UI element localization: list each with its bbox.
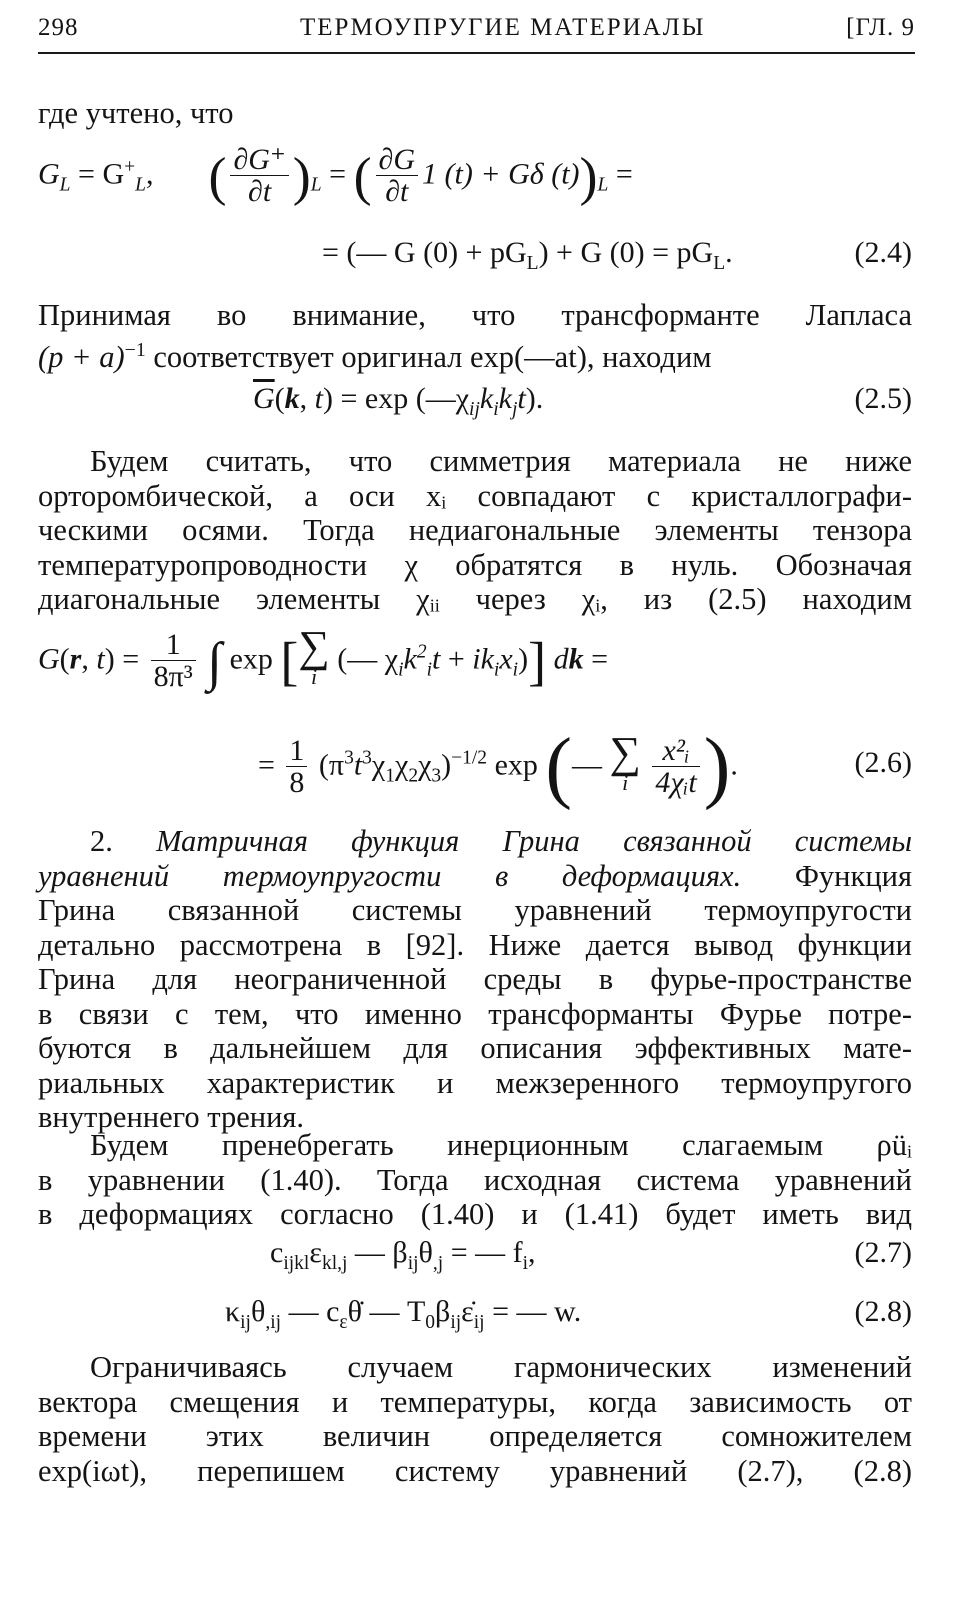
eq-text: 1 (t) + Gδ (t) [422, 157, 580, 191]
eq-fraction-num: 1 [286, 736, 307, 767]
text-line: в уравнении (1.40). Тогда исходная система уравнений [38, 1162, 912, 1197]
text-line: в связи с тем, что именно трансформанты Фурье потре- [38, 996, 912, 1031]
text-line: Будем считать, что симметрия материала не ниже [90, 444, 912, 478]
text-line: в деформациях согласно (1.40) и (1.41) будет иметь вид [38, 1197, 912, 1231]
equation-number: (2.8) [854, 1295, 912, 1328]
text-line: exp(iωt), перепишем систему уравнений (2.7), (2.8) [38, 1453, 912, 1488]
equation-2-6-line1: G(r, t) = $\frac{1}{\text{8π³}}$ ∫ exp [ ∑ i (— $\chi_ik^2_it + ik_ix_i$)] dk = [38, 621, 608, 693]
equation-2-4-line2: = (— G $(0) + pG_L) + G$ $(0) = pG_L$. [322, 236, 733, 274]
text-line: температуропроводности χ обратятся в нуль. Обозначая [38, 547, 912, 582]
equation-2-5: $\overline{G}(k$, $t) = \exp (—\chi_{ij}k_ik_jt)$. [253, 382, 544, 420]
equation-2-6-line2: = $\frac{1}{8}$ $(\pi^3t^3\chi_1\chi_2\chi_3)^{-1/2}$ exp (— ∑ i $\frac{\text{x²ᵢ}}{\text{4χᵢt}}$ ). [258, 723, 738, 811]
text-line: детально рассмотрена в [92]. Ниже дается вывод функции [38, 927, 912, 962]
text-line: где учтено, что [38, 96, 234, 130]
header-rule [38, 52, 915, 54]
eq-fraction-den: ∂t [385, 175, 409, 208]
equation-number: (2.5) [854, 382, 912, 415]
eq-text: = G [70, 157, 125, 191]
eq-fraction-num: ∂G [376, 145, 419, 176]
text-line: внутреннего трения. [38, 1100, 305, 1134]
paragraph-intro [38, 96, 912, 131]
eq-symbol: G [38, 157, 60, 191]
eq-fraction-num: 1 [151, 630, 196, 661]
text-line: ческими осями. Тогда недиагональные элементы тензора [38, 513, 912, 547]
text-line: Грина связанной системы уравнений термоупругости [38, 893, 912, 927]
eq-fraction-num: x²ᵢ [652, 736, 699, 767]
equation-2-7: $c_{ijkl}\varepsilon_{kl,j}$ — $\beta_{ij}\theta_{,j}$ = — $f_i$, [270, 1236, 536, 1274]
text-line: буются в дальнейшем для описания эффективных мате- [38, 1031, 912, 1065]
eq-text: ) + G (0) = pG [538, 236, 714, 269]
text-line: Ограничиваясь случаем гармонических изменений [90, 1350, 912, 1384]
paragraph-green-function [38, 824, 912, 1135]
text-line: 2. Матричная функция Грина связанной системы [90, 824, 912, 858]
eq-fraction-num: ∂G⁺ [230, 145, 288, 176]
equation-number: (2.6) [854, 746, 912, 779]
chapter-label: [ГЛ. 9 [846, 14, 915, 41]
paragraph-symmetry [38, 444, 912, 617]
eq-fraction-den: 8π³ [153, 660, 193, 693]
running-title: ТЕРМОУПРУГИЕ МАТЕРИАЛЫ [300, 14, 706, 41]
page-header [38, 14, 915, 48]
text-line: орторомбической, а оси xᵢ совпадают с кристаллографи- [38, 478, 912, 513]
text-line: $(p + a)^{-1}$ соответствует оригинал exp(—at), находим [38, 338, 712, 374]
equation-2-4-line1: $G_L = G^+_L$, ( $\frac{\partial G^+}{\partial t}$ )$_L$ = ( $\frac{\partial G}{\partial t}$ 1 (t) + Gδ $(t))_L$ = [38, 143, 633, 208]
equation-2-8: $\kappa_{ij}\theta_{,ij}$ — $c_\varepsilon\thetȧ$ — $T_0\beta_{ij}\varepsiloṅ_{ij}$ = — w. [225, 1295, 582, 1333]
paragraph-laplace [38, 298, 912, 374]
eq-fraction-den: ∂t [248, 175, 272, 208]
equation-number: (2.4) [854, 236, 912, 269]
eq-fraction-den: 8 [289, 766, 305, 799]
text-line: диагональные элементы χᵢᵢ через χᵢ, из (2.5) находим [38, 582, 912, 616]
text-line: Грина для неограниченной среды в фурье-пространстве [38, 962, 912, 996]
text-line: Принимая во внимание, что трансформанте Лапласа [38, 298, 912, 332]
paragraph-inertia [38, 1128, 912, 1232]
text-line: риальных характеристик и межзеренного термоупругого [38, 1065, 912, 1100]
eq-text: = (— G (0) + pG [322, 236, 527, 269]
equation-number: (2.7) [854, 1236, 912, 1269]
text-line: вектора смещения и температуры, когда зависимость от [38, 1384, 912, 1419]
page-number: 298 [38, 14, 79, 41]
eq-text: , [145, 157, 154, 191]
eq-fraction-den: 4χᵢt [655, 766, 697, 799]
paragraph-harmonic [38, 1350, 912, 1488]
text-line: времени этих величин определяется сомножителем [38, 1419, 912, 1453]
text-line: уравнений термоупругости в деформациях. Функция [38, 858, 912, 893]
text-line: Будем пренебрегать инерционным слагаемым ρüᵢ [90, 1128, 912, 1162]
